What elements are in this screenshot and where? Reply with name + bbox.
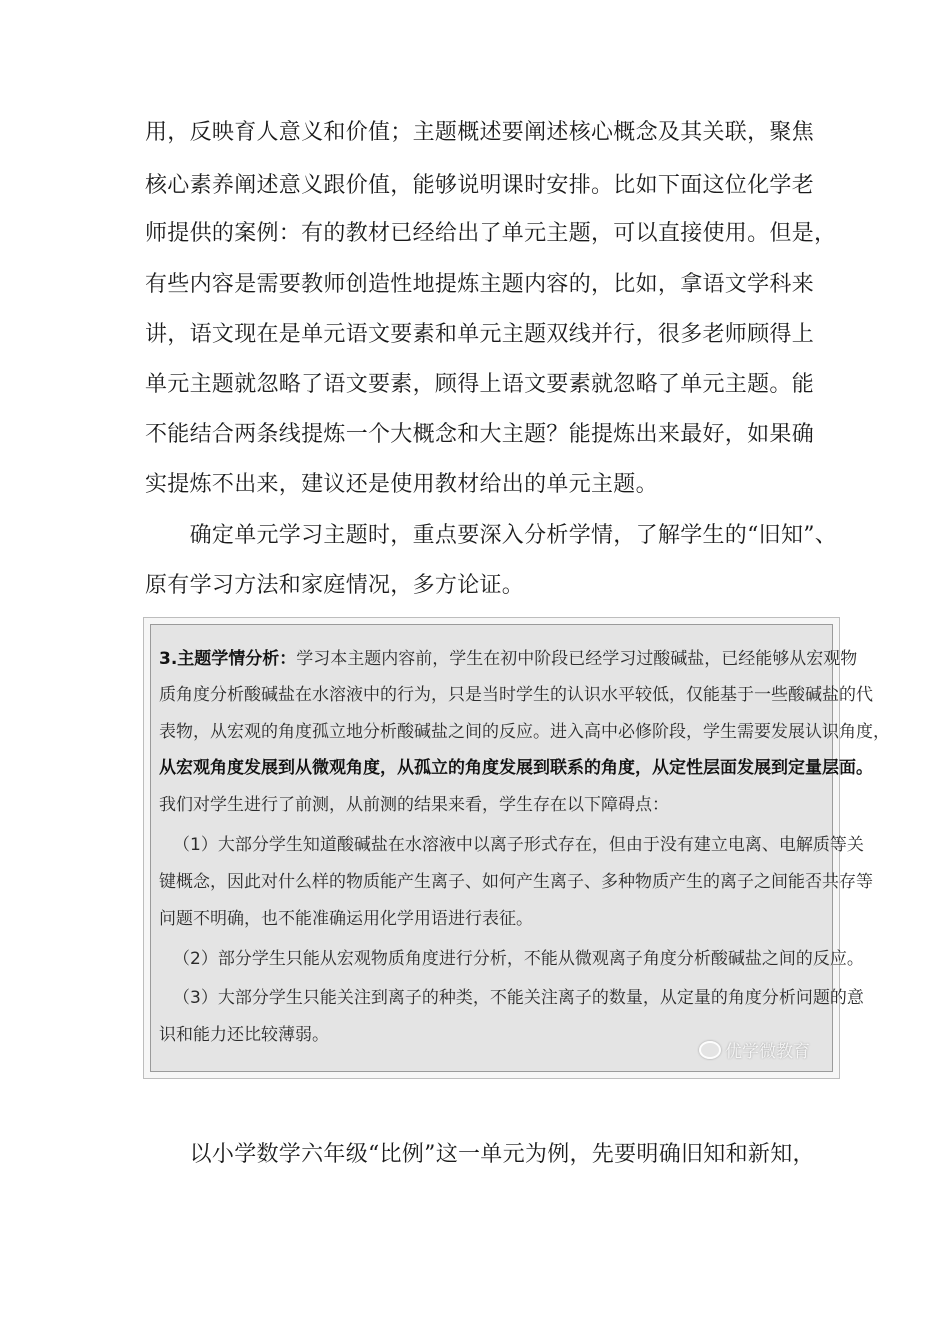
- figure-line: （3）大部分学生只能关注到离子的种类，不能关注离子的数量，从定量的角度分析问题的意: [173, 988, 864, 1008]
- figure-line: （1）大部分学生知道酸碱盐在水溶液中以离子形式存在，但由于没有建立电离、电解质等关: [173, 835, 864, 855]
- figure-line: 我们对学生进行了前测，从前测的结果来看，学生存在以下障碍点：: [159, 795, 669, 815]
- figure-line: 质角度分析酸碱盐在水溶液中的行为，只是当时学生的认识水平较低，仅能基于一些酸碱盐的代: [159, 685, 873, 705]
- paragraph-line: 核心素养阐述意义跟价值，能够说明课时安排。比如下面这位化学老: [145, 173, 815, 198]
- paragraph-line: 用，反映育人意义和价值；主题概述要阐述核心概念及其关联，聚焦: [145, 120, 815, 145]
- paragraph-line: 确定单元学习主题时，重点要深入分析学情，了解学生的“旧知”、: [145, 523, 838, 548]
- paragraph-line: 单元主题就忽略了语文要素，顾得上语文要素就忽略了单元主题。能: [145, 372, 815, 397]
- paragraph-line: 讲，语文现在是单元语文要素和单元主题双线并行，很多老师顾得上: [145, 322, 815, 347]
- paragraph-line: 不能结合两条线提炼一个大概念和大主题？能提炼出来最好，如果确: [145, 422, 815, 447]
- figure-line: （2）部分学生只能从宏观物质角度进行分析，不能从微观离子角度分析酸碱盐之间的反应。: [173, 949, 864, 969]
- wechat-icon: [699, 1041, 721, 1059]
- embedded-screenshot-figure: [143, 617, 890, 1079]
- figure-line: 键概念，因此对什么样的物质能产生离子、如何产生离子、多种物质产生的离子之间能否共存等: [159, 872, 873, 892]
- figure-line: 从宏观角度发展到从微观角度，从孤立的角度发展到联系的角度，从定性层面发展到定量层面。: [159, 758, 873, 778]
- paragraph-line: 实提炼不出来，建议还是使用教材给出的单元主题。: [145, 472, 658, 497]
- figure-content: [150, 624, 890, 1072]
- paragraph-line: 师提供的案例：有的教材已经给出了单元主题，可以直接使用。但是，: [145, 221, 837, 246]
- figure-line: 问题不明确，也不能准确运用化学用语进行表征。: [159, 909, 533, 929]
- figure-line: 3.主题学情分析：学习本主题内容前，学生在初中阶段已经学习过酸碱盐，已经能够从宏观物: [159, 649, 858, 669]
- paragraph-line: 原有学习方法和家庭情况，多方论证。: [145, 573, 525, 598]
- figure-heading: 3.主题学情分析：: [159, 649, 297, 669]
- paragraph-line: 以小学数学六年级“比例”这一单元为例，先要明确旧知和新知，: [145, 1142, 815, 1167]
- paragraph-line: 有些内容是需要教师创造性地提炼主题内容的，比如，拿语文学科来: [145, 272, 815, 297]
- figure-line: 表物，从宏观的角度孤立地分析酸碱盐之间的反应。进入高中必修阶段，学生需要发展认识角度，: [159, 722, 890, 742]
- watermark: 优学微教育: [699, 1037, 810, 1062]
- figure-line: 识和能力还比较薄弱。: [159, 1025, 329, 1045]
